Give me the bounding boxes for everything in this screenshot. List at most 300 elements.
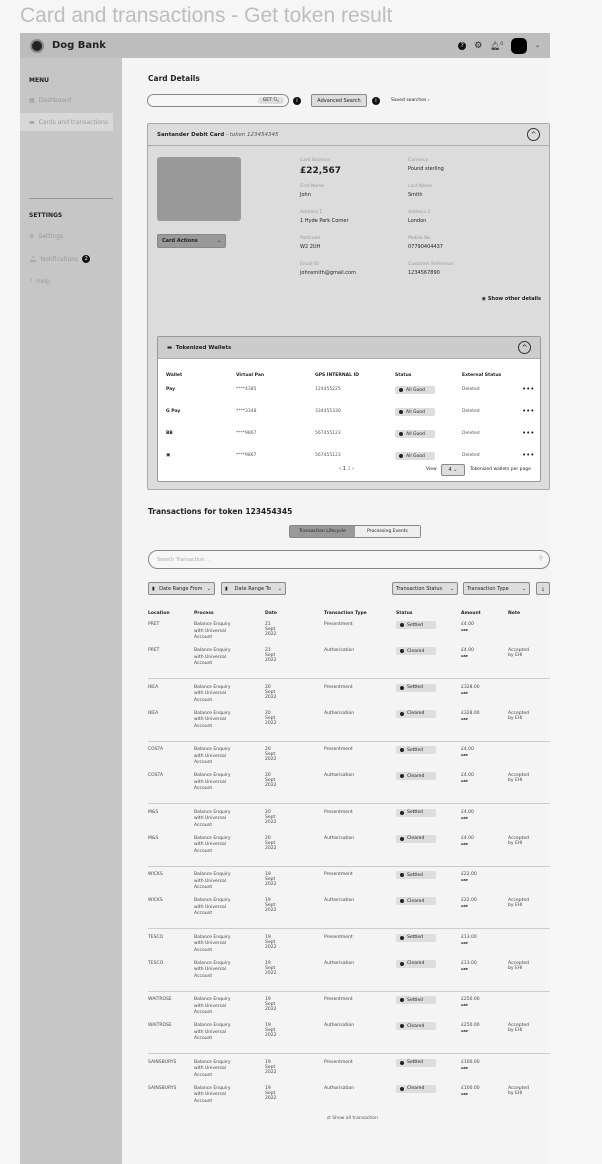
more-options-icon[interactable]: ••• [522,429,535,437]
status-badge [396,1059,436,1067]
status-text: Settled [407,747,424,753]
process: Balance Enquiry with Universal Account [194,1023,231,1041]
status-text: Cleared [407,961,425,966]
card-actions-label: Card Actions [162,238,198,244]
column-header: GPS INTERNAL ID [315,373,359,378]
date: 19 Sept 2022 [265,960,277,976]
location: IKEA [148,684,159,690]
date: 19 Sept 2022 [265,1085,277,1101]
card-details-title: Card Details [148,74,200,83]
process: Balance Enquiry with Universal Account [194,997,231,1015]
status-text: All Good [406,453,425,459]
currency: GBP [461,940,468,945]
amount: £4.00 [461,773,474,778]
transaction-type: Presentment [324,809,353,815]
date: 19 Sept 2022 [265,997,277,1012]
process: Balance Enquiry with Universal Account [194,934,231,953]
note: Accepted by EHI [508,835,529,846]
amount: £328.00 [461,684,480,690]
avatar[interactable] [511,38,527,54]
transaction-type: Authorisation [324,960,355,966]
external-status: Deleted [462,387,480,392]
field-value: 1 Hyde Park Corner [300,218,349,224]
calendar-icon: ▮ [152,585,155,592]
status-badge [396,621,436,629]
transaction-type: Presentment [324,684,353,690]
check-icon [399,410,403,414]
status-badge [396,710,436,718]
card-field [300,184,324,198]
field-value: Smith [408,192,423,198]
amount: £250.00 [461,1023,480,1028]
status-text: Settled [407,872,424,878]
column-header: Process [194,611,214,616]
date: 19 Sept 2022 [265,898,277,913]
location: SAINSBURYS [148,1085,177,1091]
field-value: London [408,218,427,224]
sidebar-item-label: Help [36,277,50,285]
wallet-icon: ▬ [167,344,173,351]
search-placeholder: Search Transaction... [157,557,210,563]
field-label: Postcode [300,236,321,241]
card-icon: ▬ [29,118,35,126]
amount: £328.00 [461,710,480,716]
type-filter-label: Transaction Type [467,585,509,592]
status-badge [396,960,436,968]
status-text: Cleared [407,711,425,716]
field-value: 1234567890 [408,270,440,276]
amount: £100.00 [461,1059,480,1065]
row-divider [148,678,550,679]
transaction-type: Presentment [324,872,353,877]
more-options-icon[interactable]: ••• [522,385,535,393]
transaction-type: Presentment [324,622,353,627]
date-from-dropdown[interactable] [148,582,215,595]
date: 20 Sept 2022 [265,773,277,788]
check-icon [400,649,404,653]
process: Balance Enquiry with Universal Account [194,648,231,666]
amount: £22.00 [461,898,477,903]
search-icon: ⚲ [538,555,543,562]
tokenized-wallets-panel [157,336,541,482]
virtual-pan: ****9867 [236,453,257,458]
amount: £4.00 [461,809,474,815]
status-badge [395,430,435,438]
transaction-type: Authorisation [324,1085,355,1091]
check-icon [400,962,404,966]
card-token: - token 123454345 [225,131,279,138]
currency: GBP [461,904,468,908]
amount: £4.00 [461,622,474,627]
check-icon [400,936,404,940]
column-header: Status [395,373,412,378]
calendar-icon: ▮ [225,585,228,592]
collapse-chevron-icon[interactable]: ^ [518,341,531,354]
sidebar-item-dashboard[interactable] [29,91,122,109]
sidebar-item-notifications[interactable] [29,250,122,268]
location: WAITROSE [148,1023,172,1028]
row-divider [148,741,550,742]
settings-heading: SETTINGS [29,212,63,219]
card-field [408,210,430,224]
check-icon [399,432,403,436]
virtual-pan: ****3348 [236,409,257,414]
amount: £100.00 [461,1085,480,1091]
help-icon[interactable]: ? [458,42,466,50]
column-header: Status [396,611,413,616]
brand-name: Dog Bank [52,40,106,51]
virtual-pan: ****9867 [236,431,257,436]
card-image [157,157,241,221]
field-label: Address 1 [300,210,323,215]
field-label: Email ID [300,262,319,267]
bell-icon: 🔔︎ [29,255,37,263]
field-value: Pound sterling [408,166,444,172]
column-header: Location [148,611,170,616]
transaction-type: Authorisation [324,773,355,778]
show-all-transactions-link[interactable] [327,1116,378,1121]
status-text: Cleared [407,773,425,779]
process: Balance Enquiry with Universal Account [194,872,231,890]
transaction-type: Authorisation [324,710,355,716]
transaction-type: Presentment [324,934,353,940]
field-value: johnsmith@gmail.com [300,270,356,276]
chevron-down-icon[interactable]: ⌄ [534,42,540,49]
status-badge [396,746,436,754]
field-label: Card Balance [300,158,330,163]
sidebar-item-label: Settings [38,232,63,240]
row-divider [148,991,550,992]
card-field [408,262,454,276]
download-icon: ⤓ [541,585,545,592]
amount: £13.00 [461,960,477,966]
date: 21 Sept 2022 [265,648,277,663]
check-icon [400,748,404,752]
field-label: Currency [408,158,429,163]
process: Balance Enquiry with Universal Account [194,773,231,791]
location: PRET [148,622,160,627]
help-icon: ? [29,277,33,285]
gear-icon: ⚙ [29,232,35,240]
status-text: Settled [407,997,424,1003]
status-text: Settled [407,935,424,940]
chevron-down-icon: ⌄ [449,585,454,592]
status-badge [396,1085,436,1093]
tab-transaction-lifecycle[interactable]: Transaction Lifecycle [290,526,355,537]
column-header: Transaction Type [324,611,367,616]
per-page-select[interactable]: 4 ⌄ [441,464,465,476]
check-icon [400,712,404,716]
download-button[interactable] [536,582,550,595]
date: 19 Sept 2022 [265,934,277,950]
external-status: Deleted [462,453,480,458]
divider [29,198,113,199]
transaction-type: Authorisation [324,648,355,653]
pagination [339,466,354,472]
virtual-pan: ****4385 [236,387,257,392]
status-badge [396,647,436,655]
tab-processing-events[interactable]: Processing Events [355,526,420,537]
prev-page-button[interactable]: ‹ [339,466,341,472]
field-label: Customer Reference [408,262,454,267]
row-divider [148,866,550,867]
chevron-down-icon: ⌄ [216,238,221,244]
info-icon[interactable]: i [372,97,380,105]
currency: GBP [461,1029,468,1033]
chevron-down-icon: ⌄ [277,585,282,592]
field-label: Last Name [408,184,433,189]
gps-internal-id: 334455330 [315,409,341,414]
column-header: Wallet [166,373,183,378]
chevron-down-icon: ⌄ [521,585,526,592]
process: Balance Enquiry with Universal Account [194,1085,231,1104]
top-bar [20,33,550,58]
date: 20 Sept 2022 [265,747,277,762]
status-badge [396,934,436,942]
field-label: First Name [300,184,325,189]
advanced-search-button[interactable]: Advanced Search [311,94,367,107]
wallet-name: ▣ [166,453,171,458]
status-text: Cleared [407,1023,425,1029]
amount: £13.00 [461,934,477,940]
dog-logo-icon [30,39,44,53]
currency: GBP [461,841,468,846]
card-field [408,184,432,198]
saved-searches-link[interactable]: Saved searches › [391,98,430,103]
get-button[interactable] [258,97,284,104]
show-other-details-link[interactable] [482,296,541,302]
sidebar [20,58,122,1164]
sidebar-item-cards[interactable] [20,113,113,131]
status-text: Cleared [407,1086,425,1091]
process: Balance Enquiry with Universal Account [194,960,231,979]
currency: GBP [461,878,468,882]
process: Balance Enquiry with Universal Account [194,622,231,640]
card-field [300,262,356,276]
status-text: Cleared [407,648,425,654]
transaction-status-dropdown[interactable] [392,582,458,595]
bell-icon[interactable]: 🔔︎$^0$ [490,40,503,51]
field-value: £22,567 [300,166,341,176]
date: 20 Sept 2022 [265,835,277,851]
notification-count: 0 [500,40,503,46]
status-badge [396,772,436,780]
location: SAINSBURYS [148,1059,177,1065]
currency: GBP [461,779,468,783]
location: WAITROSE [148,997,172,1002]
card-field [300,210,349,224]
gps-internal-id: 567455123 [315,431,341,436]
location: M&S [148,809,159,815]
status-text: Settled [407,1060,424,1065]
notification-badge: 2 [82,255,90,263]
date: 19 Sept 2022 [265,872,277,887]
location: TESCO [148,934,164,940]
wallet-name: G Pay [166,409,181,414]
card-field [408,158,444,172]
menu-heading: MENU [29,77,49,84]
card-panel-header [148,124,549,146]
date: 19 Sept 2022 [265,1059,277,1075]
process: Balance Enquiry with Universal Account [194,1059,231,1078]
status-text: All Good [406,387,425,393]
wallet-name: Pay [166,387,176,392]
amount: £4.00 [461,835,474,841]
chevron-down-icon: ⌄ [206,585,211,592]
check-icon [399,388,403,392]
external-status: Deleted [462,431,480,436]
date: 21 Sept 2022 [265,622,277,637]
currency: GBP [461,628,468,632]
status-badge [395,408,435,416]
status-badge [396,684,436,692]
eye-icon: ◉ [481,296,487,302]
amount: £22.00 [461,872,477,877]
transaction-type-dropdown[interactable] [463,582,530,595]
process: Balance Enquiry with Universal Account [194,809,231,828]
check-icon [400,811,404,815]
transaction-type: Presentment [324,997,353,1002]
status-badge [395,386,435,394]
external-status: Deleted [462,409,480,414]
location: M&S [148,835,159,841]
location: PRET [148,648,160,653]
more-options-icon[interactable]: ••• [522,451,535,459]
wallets-header [158,337,540,359]
field-value: W2 2UH [300,244,321,250]
token-search-input[interactable] [147,94,289,107]
row-divider [148,928,550,929]
check-icon [400,837,404,841]
more-options-icon[interactable]: ••• [522,407,535,415]
location: COSTA [148,747,164,752]
location: TESCO [148,960,164,966]
transaction-search-input[interactable] [148,550,550,569]
field-value: 07790404437 [408,244,443,250]
column-header: Virtual Pan [236,373,265,378]
info-icon[interactable]: i [293,97,301,105]
transaction-type: Authorisation [324,1023,355,1028]
status-badge [396,897,436,905]
show-all-label: Show all transaction [332,1116,378,1121]
status-text: All Good [406,409,425,415]
field-value: John [300,192,311,198]
currency: GBP [461,654,468,658]
note: Accepted by EHI [508,1085,529,1096]
transaction-type: Presentment [324,1059,353,1065]
column-header: External Status [462,373,502,378]
currency: GBP [461,690,468,695]
per-page-label: Tokenized wallets per page [470,467,531,472]
show-other-label: Show other details [487,296,541,302]
swap-icon: ⇄ [327,1116,331,1121]
amount: £4.00 [461,648,474,653]
column-header: Note [508,611,521,616]
view-label: View [426,467,437,472]
location: COSTA [148,773,164,778]
status-text: Settled [407,685,424,690]
sidebar-item-label: Notifications [40,255,79,263]
field-label: Address 2 [408,210,431,215]
status-text: Settled [407,810,424,815]
status-badge [396,809,436,817]
wallets-title: Tokenized Wallets [175,344,232,351]
process: Balance Enquiry with Universal Account [194,684,231,703]
status-filter-label: Transaction Status [396,585,443,592]
gps-internal-id: 567455123 [315,453,341,458]
date: 20 Sept 2022 [265,684,277,700]
status-text: Cleared [407,898,425,904]
currency: GBP [461,1065,468,1070]
status-text: Settled [407,622,424,628]
check-icon [400,998,404,1002]
date-from-label: Date Range From [159,585,203,592]
location: WICKS [148,898,163,903]
date: 20 Sept 2022 [265,809,277,825]
process: Balance Enquiry with Universal Account [194,898,231,916]
page-2[interactable]: 2 [347,466,351,472]
sidebar-item-help[interactable] [29,272,122,290]
check-icon [399,454,403,458]
page-1[interactable]: 1 [342,466,346,472]
process: Balance Enquiry with Universal Account [194,835,231,854]
check-icon [400,899,404,903]
note: Accepted by EHI [508,648,529,658]
status-badge [396,1022,436,1030]
card-actions-dropdown[interactable] [157,234,226,248]
currency: GBP [461,1003,468,1007]
process: Balance Enquiry with Universal Account [194,747,231,765]
transaction-type: Authorisation [324,898,355,903]
note: Accepted by EHI [508,773,529,783]
page-title: Card and transactions - Get token result [20,4,393,27]
check-icon [400,1024,404,1028]
card-name: Santander Debit Card [157,131,225,138]
check-icon [400,1061,404,1065]
sidebar-item-settings[interactable] [29,227,122,245]
next-page-button[interactable]: › [352,466,355,472]
date-to-dropdown[interactable] [221,582,286,595]
card-field [300,236,320,250]
note: Accepted by EHI [508,1023,529,1033]
date-to-label: Date Range To [234,585,271,592]
currency: GBP [461,1091,468,1096]
status-badge [395,452,435,460]
currency: GBP [461,966,468,971]
gear-icon[interactable]: ⚙ [474,40,483,51]
grid-icon: ▦ [29,96,35,104]
check-icon [400,686,404,690]
collapse-chevron-icon[interactable]: ^ [527,128,540,141]
check-icon [400,1087,404,1091]
location: IKEA [148,710,159,716]
gps-internal-id: 124455225 [315,387,341,392]
process: Balance Enquiry with Universal Account [194,710,231,729]
check-icon [400,774,404,778]
date: 20 Sept 2022 [265,710,277,726]
status-badge [396,835,436,843]
status-text: All Good [406,431,425,437]
per-page-value: 4 [448,467,452,473]
note: Accepted by EHI [508,898,529,908]
currency: GBP [461,716,468,721]
sidebar-item-label: Dashboard [38,96,72,104]
location: WICKS [148,872,163,877]
transaction-tabs [289,525,421,538]
amount: £250.00 [461,997,480,1002]
amount: £4.00 [461,747,474,752]
check-icon [400,623,404,627]
